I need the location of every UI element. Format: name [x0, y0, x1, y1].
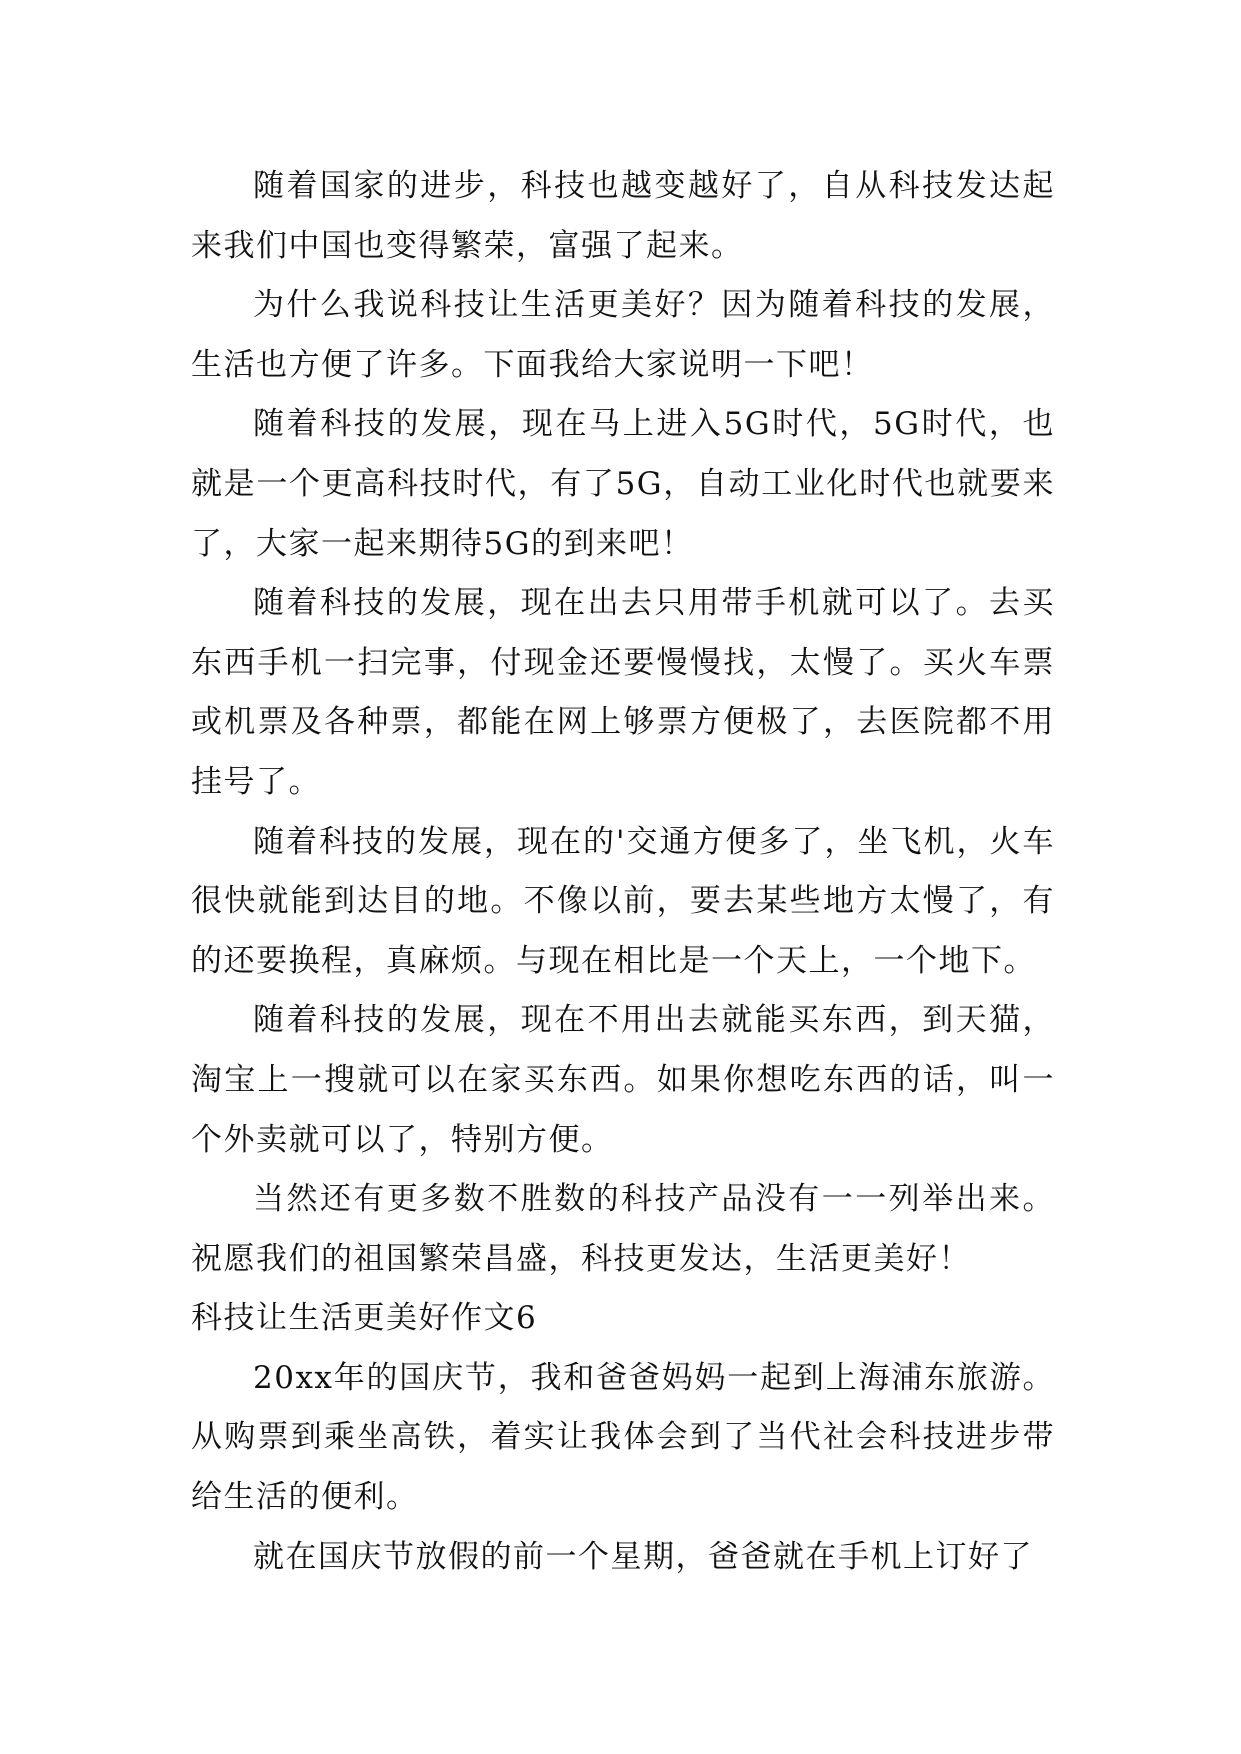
paragraph: 随着国家的进步，科技也越变越好了，自从科技发达起来我们中国也变得繁荣，富强了起来。: [191, 168, 1055, 264]
section-title: 科技让生活更美好作文6: [191, 1300, 538, 1337]
document-body: [191, 157, 1055, 1587]
paragraph: 为什么我说科技让生活更美好？因为随着科技的发展，生活也方便了许多。下面我给大家说明一下吧！: [191, 287, 1055, 383]
paragraph: 当然还有更多数不胜数的科技产品没有一一列举出来。祝愿我们的祖国繁荣昌盛，科技更发达，生活更美好！: [191, 1181, 1055, 1277]
paragraph: 就在国庆节放假的前一个星期，爸爸就在手机上订好了: [253, 1538, 1033, 1575]
paragraph: 随着科技的发展，现在的'交通方便多了，坐飞机，火车很快就能到达目的地。不像以前，要去某些地方太慢了，有的还要换程，真麻烦。与现在相比是一个天上，一个地下。: [191, 823, 1055, 979]
paragraph: 20xx年的国庆节，我和爸爸妈妈一起到上海浦东旅游。从购票到乘坐高铁，着实让我体会到了当代社会科技进步带给生活的便利。: [191, 1359, 1055, 1516]
paragraph: 随着科技的发展，现在出去只用带手机就可以了。去买东西手机一扫完事，付现金还要慢慢找，太慢了。买火车票或机票及各种票，都能在网上够票方便极了，去医院都不用挂号了。: [191, 585, 1055, 800]
paragraph: 随着科技的发展，现在马上进入5G时代，5G时代，也就是一个更高科技时代，有了5G，自动工业化时代也就要来了，大家一起来期待5G的到来吧！: [191, 406, 1055, 562]
paragraph: 随着科技的发展，现在不用出去就能买东西，到天猫，淘宝上一搜就可以在家买东西。如果你想吃东西的话，叫一个外卖就可以了，特别方便。: [191, 1002, 1055, 1158]
